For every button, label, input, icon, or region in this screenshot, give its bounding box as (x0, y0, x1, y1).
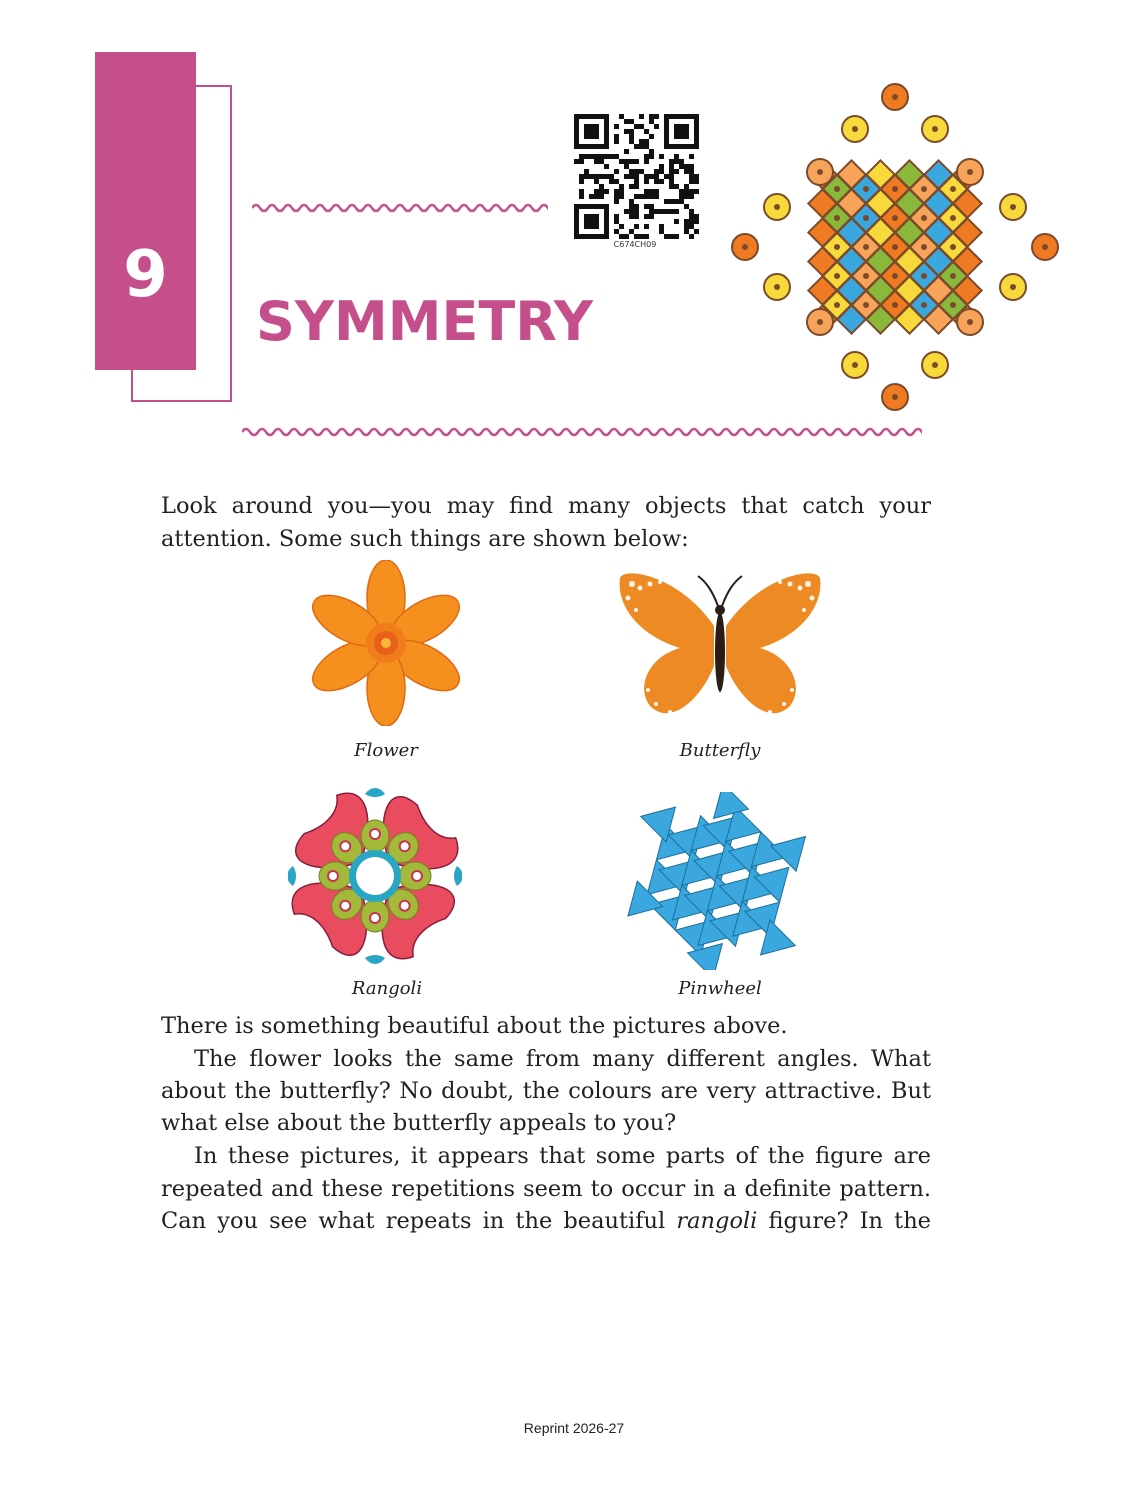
qr-code[interactable] (560, 100, 710, 256)
rangoli-emphasis: rangoli (676, 1208, 758, 1234)
intro-line-2: attention. Some such things are shown below: (161, 526, 689, 552)
paragraph-3-line-3 (161, 1205, 931, 1238)
intro-line-1: Look around you—you may find many objects that catch your (161, 493, 931, 519)
chapter-title: SYMMETRY (256, 290, 593, 353)
paragraph-3-line-1: In these pictures, it appears that some parts of the figure are (194, 1143, 931, 1169)
decorative-wave-top (252, 200, 548, 216)
paragraph-2-line-3: what else about the butterfly appeals to you? (161, 1110, 677, 1136)
paragraph-2-line-1: The flower looks the same from many different angles. What (194, 1046, 931, 1072)
qr-code-label: C674CH09 (613, 240, 657, 249)
butterfly-image (616, 570, 824, 722)
paragraph-3-line-2: repeated and these repetitions seem to occur in a definite pattern. (161, 1176, 931, 1202)
caption-flower: Flower (354, 740, 418, 761)
paragraph-1: There is something beautiful about the pictures above. (161, 1013, 788, 1039)
rangoli-image (288, 786, 462, 966)
pinwheel-image (626, 792, 810, 970)
chapter-number: 9 (123, 238, 168, 312)
caption-pinwheel: Pinwheel (678, 978, 762, 999)
paragraph-2-line-2: about the butterfly? No doubt, the colours are very attractive. But (161, 1078, 931, 1104)
flower-image (308, 560, 464, 726)
paragraph-3-line-3-start: Can you see what repeats in the beautiful (161, 1208, 666, 1234)
kolam-illustration (720, 72, 1070, 422)
paragraph-3-line-3-end: figure? In the (768, 1208, 932, 1234)
caption-butterfly: Butterfly (679, 740, 761, 761)
caption-rangoli: Rangoli (351, 978, 423, 999)
decorative-wave-bottom (242, 424, 922, 440)
chapter-number-block (95, 52, 196, 370)
footer-reprint: Reprint 2026-27 (523, 1420, 625, 1436)
